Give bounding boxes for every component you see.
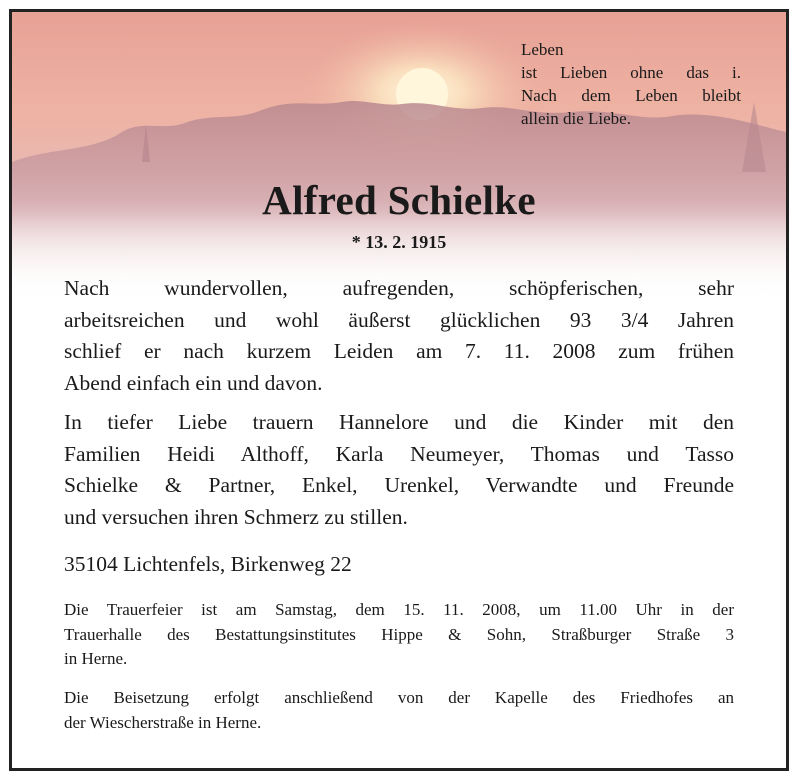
text-line: Trauerhalle des Bestattungsinstitutes Hippe & Sohn, Straßburger Straße 3	[64, 624, 734, 644]
text-line: arbeitsreichen und wohl äußerst glücklichen 93 3/4 Jahren	[64, 307, 734, 332]
text-line: In tiefer Liebe trauern Hannelore und die Kinder mit den	[64, 410, 734, 434]
text-line: Abend einfach ein und davon.	[64, 370, 323, 395]
birth-date: * 13. 2. 1915	[351, 232, 447, 252]
obituary-notice	[9, 9, 789, 771]
poem-line: Leben	[521, 40, 564, 59]
text-line: Familien Heidi Althoff, Karla Neumeyer, Thomas und Tasso	[64, 441, 734, 466]
poem-line: Nach dem Leben bleibt	[521, 86, 741, 105]
text-line: Schielke & Partner, Enkel, Urenkel, Verwandte und Freunde	[64, 473, 734, 497]
poem	[521, 38, 741, 130]
burial-info	[64, 686, 734, 735]
text-line: der Wiescherstraße in Herne.	[64, 712, 262, 732]
deceased-name: Alfred Schielke	[262, 177, 536, 223]
text-line: Die Beisetzung erfolgt anschließend von der Kapelle des Friedhofes an	[64, 688, 734, 707]
text-line: in Herne.	[64, 649, 128, 668]
poem-line: allein die Liebe.	[521, 109, 631, 128]
text-line: und versuchen ihren Schmerz zu stillen.	[64, 504, 408, 529]
address: 35104 Lichtenfels, Birkenweg 22	[64, 552, 352, 576]
text-line: Nach wundervollen, aufregenden, schöpferischen, sehr	[64, 276, 734, 300]
text-line: Die Trauerfeier ist am Samstag, dem 15. 11. 2008, um 11.00 Uhr in der	[64, 600, 734, 619]
text-line: schlief er nach kurzem Leiden am 7. 11. 2008 zum frühen	[64, 339, 734, 363]
poem-line: ist Lieben ohne das i.	[521, 63, 741, 82]
mourners-paragraph	[64, 407, 734, 533]
funeral-info	[64, 598, 734, 672]
life-paragraph	[64, 273, 734, 399]
